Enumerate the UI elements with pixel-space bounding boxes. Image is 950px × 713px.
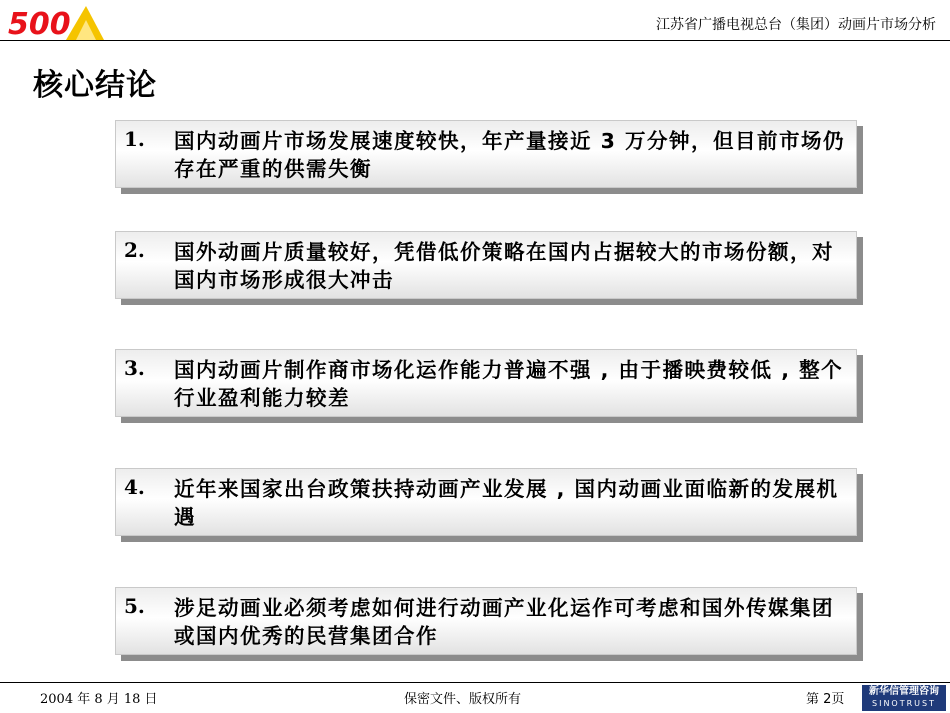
conclusion-number: 1. [124, 127, 145, 151]
page-title: 核心结论 [33, 68, 157, 103]
conclusion-box-1 [115, 120, 857, 188]
conclusion-text: 国内动画片市场发展速度较快，年产量接近 3 万分钟，但目前市场仍存在严重的供需失衡 [174, 129, 846, 181]
logo-text: 500 [8, 7, 71, 42]
company-name-en: SINOTRUST [872, 699, 936, 708]
conclusion-number: 4. [124, 475, 145, 499]
conclusion-box-2 [115, 231, 857, 299]
footer-date: 2004 年 8 月 18 日 [40, 692, 158, 707]
conclusion-number: 5. [124, 594, 145, 618]
conclusion-box-4 [115, 468, 857, 536]
conclusion-box-5 [115, 587, 857, 655]
header-divider [0, 40, 950, 41]
footer-divider [0, 682, 950, 683]
page-number: 第 2页 [806, 692, 845, 707]
conclusion-text: 国外动画片质量较好，凭借低价策略在国内占据较大的市场份额，对国内市场形成很大冲击 [174, 240, 834, 292]
header-title: 江苏省广播电视总台（集团）动画片市场分析 [656, 17, 936, 33]
conclusion-text: 国内动画片制作商市场化运作能力普遍不强 , 由于播映费较低 , 整个行业盈利能力较差 [174, 358, 844, 410]
conclusion-text: 涉足动画业必须考虑如何进行动画产业化运作可考虑和国外传媒集团或国内优秀的民营集团合作 [174, 596, 834, 648]
sinotrust-logo [862, 685, 946, 711]
conclusion-box-3 [115, 349, 857, 417]
conclusion-text: 近年来国家出台政策扶持动画产业发展 , 国内动画业面临新的发展机遇 [174, 477, 839, 529]
company-name-cn: 新华信管理咨询 [869, 686, 939, 697]
conclusion-number: 2. [124, 238, 145, 262]
conclusion-number: 3. [124, 356, 145, 380]
company-500-logo [6, 4, 106, 42]
footer-confidential: 保密文件、版权所有 [404, 692, 522, 707]
